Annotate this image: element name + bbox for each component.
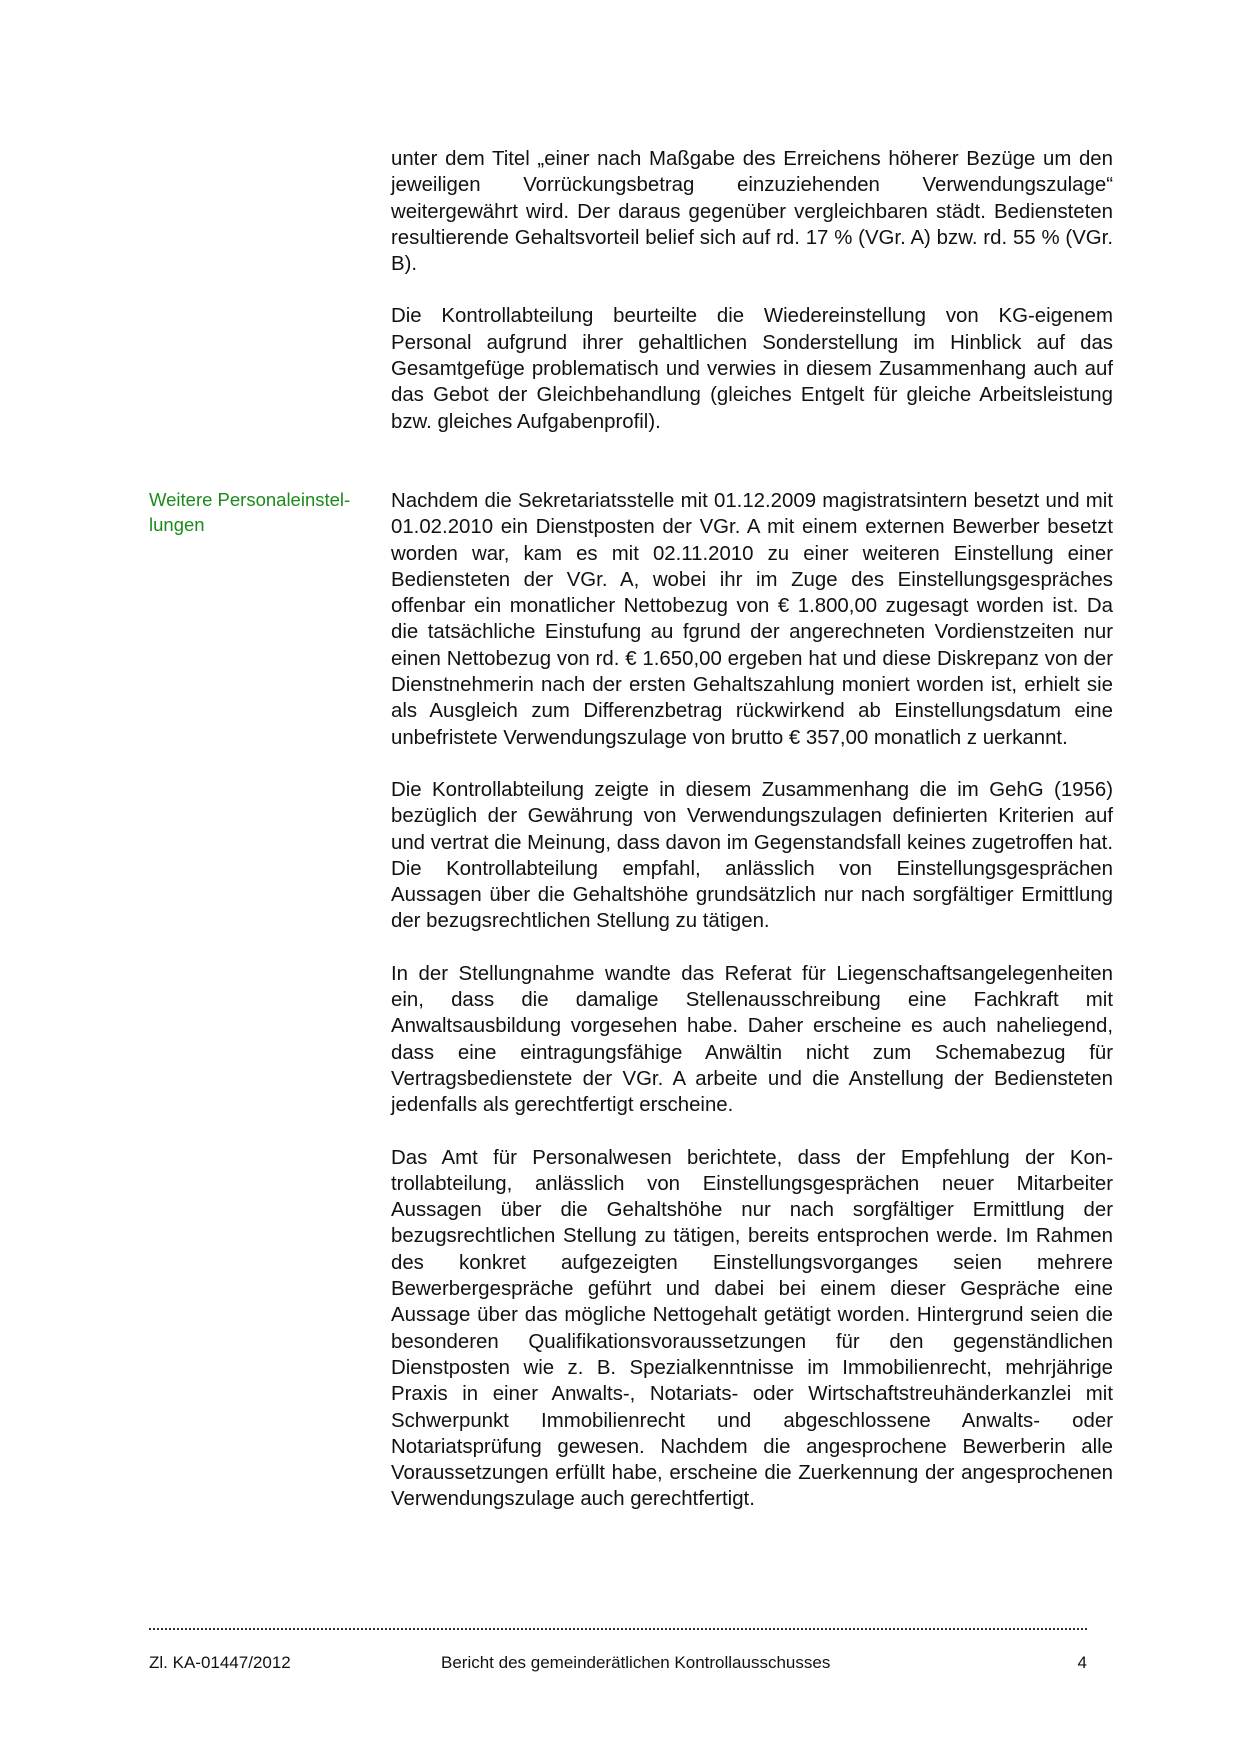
footer-reference: Zl. KA-01447/2012 <box>149 1653 291 1672</box>
body-paragraph: In der Stellungnahme wandte das Referat für Liegenschaftsangelegenheiten ein, dass die damalige Stellenausschreibung eine Fachkraft mit Anwaltsausbildung vorgesehen habe. Daher erscheine es auch naheliegend, dass eine eintragungsfähige Anwältin nicht zum Schemabezug für Vertragsbedienstete der VGr. A arbeite und die Anstellung der Bediensteten jedenfalls als gerechtfertigt erscheine. <box>391 962 1113 1117</box>
body-paragraph: Das Amt für Personalwesen berichtete, dass der Empfehlung der Kontrollabteilung, anlässlich von Einstellungsgesprächen neuer Mitarbeiter Aussagen über die Gehaltshöhe nur nach sorgfältiger Ermittlung der bezugsrechtlichen Stellung zu tätigen, bereits entsprochen werde. Im Rahmen des konkret aufgezeigten Einstellungsvorganges seien mehrere Bewerbergespräche geführt und dabei bei einem dieser Gespräche eine Aussage über das mögliche Nettogehalt getätigt worden. Hintergrund seien die besonderen Qualifikationsvoraussetzungen für den gegenständlichen Dienstposten wie z. B. Spezialkenntnisse im Immobilienrecht, mehrjährige Praxis in einer Anwalts-, Notariats- oder Wirtschaftstreuhänderkanzlei mit Schwerpunkt Immobilienrecht und abgeschlossene Anwalts- oder Notariatsprüfung gewesen. Nachdem die angesprochene Bewerberin alle Voraussetzungen erfüllt habe, erscheine die Zuerkennung der angesprochenen Verwendungszulage auch gerechtfertigt. <box>391 1146 1113 1511</box>
footer-title: Bericht des gemeinderätlichen Kontrollausschusses <box>441 1653 831 1672</box>
footer-divider <box>149 1628 1087 1630</box>
body-paragraph: Nachdem die Sekretariatsstelle mit 01.12.2009 magistratsintern besetzt und mit 01.02.2010 ein Dienstposten der VGr. A mit einem externen Bewerber besetzt worden war, kam es mit 02.11.2010 zu einer weiteren Einstellung einer Bediensteten der VGr. A, wobei ihr im Zuge des Einstellungsgespräches offenbar ein monatlicher Nettobezug von € 1.800,00 zugesagt worden ist. Da die tatsächliche Einstufung au fgrund der angerechneten Vordienstzeiten nur einen Nettobezug von rd. € 1.650,00 ergeben hat und diese Diskrepanz von der Dienstnehmerin nach der ersten Gehaltszahlung moniert worden ist, erhielt sie als Ausgleich zum Differenzbetrag rückwirkend ab Einstellungsdatum eine unbefristete Verwendungszulage von brutto € 357,00 monatlich z uerkannt. <box>391 490 1113 749</box>
section-text-block <box>391 488 1113 1513</box>
body-paragraph: Die Kontrollabteilung zeigte in diesem Zusammenhang die im GehG (1956) bezüglich der Gewährung von Verwendungszulagen definierten Kriterien auf und vertrat die Meinung, dass davon im Gegenstandsfall keines zugetroffen hat. Die Kontrollabteilung empfahl, anlässlich von Einstellungsgesprächen Aussagen über die Gehaltshöhe grundsätzlich nur nach sorgfältiger Ermittlung der bezugsrechtlichen Stellung zu tätigen. <box>391 778 1113 933</box>
body-paragraph: Die Kontrollabteilung beurteilte die Wiedereinstellung von KG-eigenem Personal aufgrund ihrer gehaltlichen Sonderstellung im Hinblick auf das Gesamtgefüge problematisch und verwies in diesem Zusammenhang auch auf das Gebot der Gleichbehandlung (gleiches Entgelt für gleiche Arbeitsleistung bzw. gleiches Aufgabenprofil). <box>391 305 1113 433</box>
intro-text-block <box>391 146 1113 435</box>
body-paragraph: unter dem Titel „einer nach Maßgabe des Erreichens höherer Bezüge um den jeweiligen Vorrückungsbetrag einzuziehenden Verwendungszulage“ weitergewährt wird. Der daraus gegenüber vergleichbaren städt. Bediensteten resultierende Gehaltsvorteil belief sich auf rd. 17 % (VGr. A) bzw. rd. 55 % (VGr. B). <box>391 148 1113 276</box>
page-number: 4 <box>1077 1653 1087 1672</box>
page-footer <box>149 1651 1087 1675</box>
section-margin-heading: Weitere Personaleinstellungen <box>149 489 351 535</box>
